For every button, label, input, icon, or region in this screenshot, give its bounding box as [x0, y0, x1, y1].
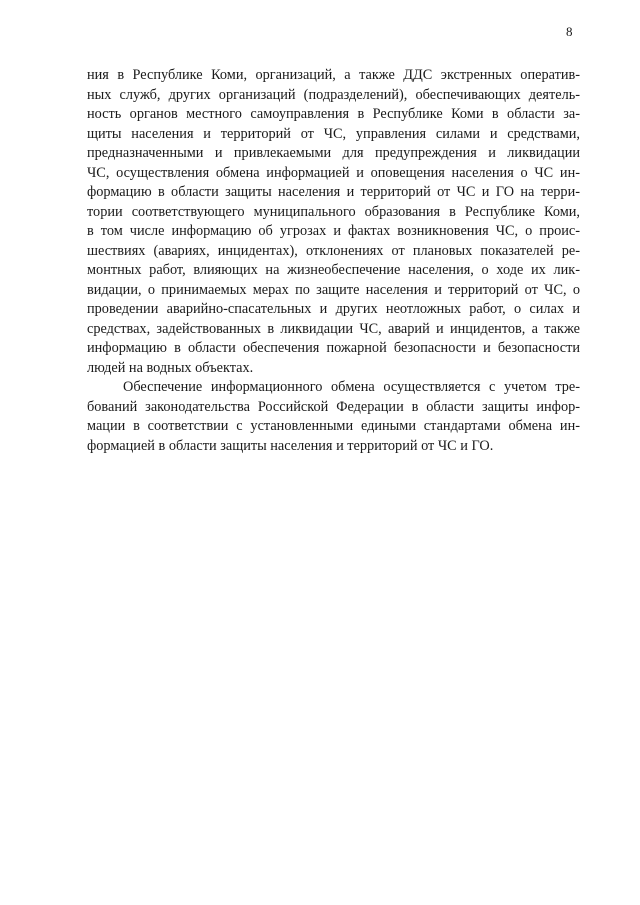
text-line: монтных работ, влияющих на жизнеобеспечение населения, о ходе их лик- [87, 262, 580, 278]
paragraph-2 [87, 378, 580, 456]
text-line: шествиях (авариях, инцидентах), отклонениях от плановых показателей ре- [87, 242, 580, 259]
text-line: тории соответствующего муниципального образования в Республике Коми, [87, 203, 580, 220]
document-body [87, 66, 580, 456]
text-line: бований законодательства Российской Федерации в области защиты инфор- [87, 398, 580, 415]
text-line: Обеспечение информационного обмена осуществляется с учетом тре- [123, 379, 580, 395]
paragraph-1 [87, 66, 580, 378]
text-line: формацию в области защиты населения и территорий от ЧС и ГО на терри- [87, 184, 580, 200]
page-number: 8 [566, 24, 573, 39]
text-line: в том числе информацию об угрозах и фактах возникновения ЧС, о проис- [87, 223, 580, 239]
text-line: людей на водных объектах. [87, 359, 254, 376]
text-line: информацию в области обеспечения пожарной безопасности и безопасности [87, 340, 580, 356]
text-line: предназначенными и привлекаемыми для предупреждения и ликвидации [87, 145, 580, 161]
text-line: ЧС, осуществления обмена информацией и оповещения населения о ЧС ин- [87, 164, 580, 181]
text-line: ных служб, других организаций (подразделений), обеспечивающих деятель- [87, 86, 580, 103]
text-line: ния в Республике Коми, организаций, а также ДДС экстренных оператив- [87, 67, 580, 83]
text-line: видации, о принимаемых мерах по защите населения и территорий от ЧС, о [87, 281, 580, 298]
text-line: средствах, задействованных в ликвидации ЧС, аварий и инцидентов, а также [87, 320, 580, 337]
text-line: проведении аварийно-спасательных и других неотложных работ, о силах и [87, 301, 580, 317]
text-line: мации в соответствии с установленными едиными стандартами обмена ин- [87, 418, 580, 434]
text-line: щиты населения и территорий от ЧС, управления силами и средствами, [87, 125, 580, 142]
text-line: формацией в области защиты населения и территорий от ЧС и ГО. [87, 437, 494, 454]
text-line: ность органов местного самоуправления в Республике Коми в области за- [87, 106, 580, 122]
